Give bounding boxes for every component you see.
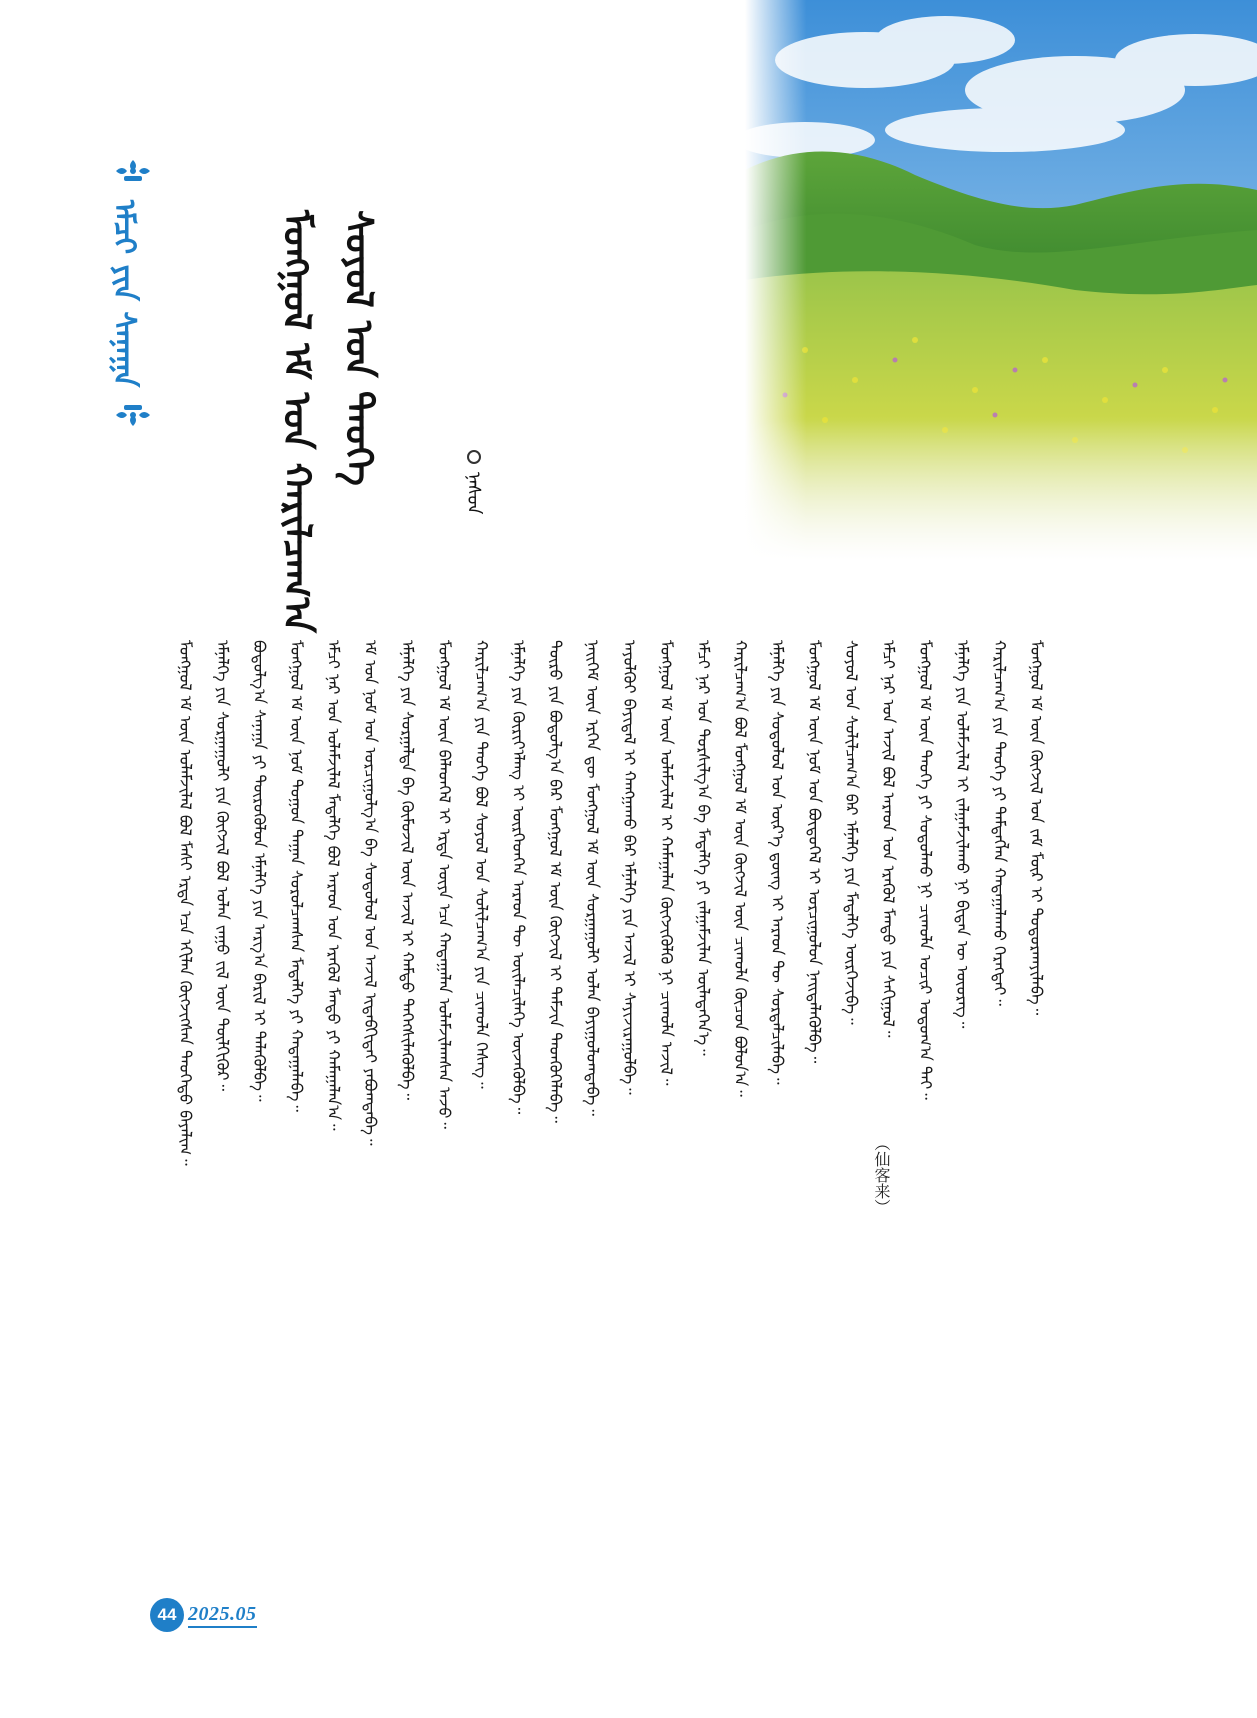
body-column: ᠡᠮᠴᠢ ᠨᠠᠷ ᠤᠨ ᠲᠤᠷᠰᠢᠯᠭ᠎ᠠ ᠪᠠ ᠮᠡᠳᠡᠯᠭᠡ ᠶᠢ ᠵᠠᠯᠭᠠᠮᠵᠢᠯᠠᠨ ᠦᠯᠡᠳᠡᠭᠡᠨ᠎ᠡ᠃ <box>694 640 713 1056</box>
issue-number: 2025.05 <box>188 1602 257 1628</box>
knot-ornament-icon <box>114 402 152 428</box>
body-column: ᠪᠣᠳᠤᠯᠭ᠎ᠠ ᠰᠠᠨᠠᠭᠠ ᠶᠢ ᠲᠦᠷᠦᠭᠦᠯᠦᠨ ᠡᠮᠨᠡᠯᠭᠡ ᠶᠢᠨ ᠠᠷᠭ᠎ᠠ ᠪᠠᠷᠢᠯ ᠢ ᠲᠡᠯᠡᠭᠦᠯᠪᠡ᠃ <box>250 640 269 1102</box>
body-column: ᠲᠥᠷᠦ ᠶᠢᠨ ᠪᠣᠳᠤᠯᠭ᠎ᠠ ᠪᠡᠷ ᠮᠣᠩᠭᠣᠯ ᠡᠮ ᠦᠨ ᠬᠥᠭᠵᠢᠯ ᠢ ᠳᠡᠮᠵᠢᠨ ᠲᠡᠳᠬᠦᠭᠡᠯᠡᠪᠡ᠃ <box>546 640 565 1123</box>
body-column: ᠮᠣᠩᠭᠣᠯ ᠡᠮ ᠦᠨ ᠤᠯᠠᠮᠵᠢᠯᠠᠯ ᠪᠣᠯ ᠮᠠᠰᠢ ᠡᠷᠲᠡ ᠡᠴᠡ ᠡᠬᠢᠯᠡᠨ ᠬᠥᠭᠵᠢᠭᠰᠡᠨ ᠲᠡᠦᠬᠡᠲᠦ ᠪᠠᠶᠠᠯᠢᠭ᠃ <box>176 640 195 1166</box>
body-column: ᠬᠠᠷᠢᠯᠴᠠᠭ᠎ᠠ ᠶᠢᠨ ᠲᠡᠦᠬᠡ ᠶᠢ ᠲᠡᠮᠳᠡᠭᠯᠡᠨ ᠬᠠᠳᠠᠭᠠᠯᠠᠬᠤ ᠬᠡᠷᠡᠭᠲᠡᠶ᠃ <box>990 640 1009 1006</box>
body-column: ᠨᠡᠢᠭᠡᠮ ᠦᠨ ᠡᠷᠭᠡᠨ ᠳᠦ ᠮᠣᠩᠭᠣᠯ ᠡᠮ ᠦᠨ ᠰᠤᠷᠭᠠᠭᠤᠯᠢ ᠣᠯᠠᠨ ᠪᠠᠶᠢᠭᠤᠯᠤᠭᠳᠠᠪᠠ᠃ <box>583 640 602 1116</box>
article-title-line-1: ᠮᠣᠩᠭᠣᠯ ᠡᠮ ᠤᠨ ᠬᠠᠷᠢᠯᠴᠠᠭ᠎ᠠ <box>275 210 320 633</box>
body-column: ᠡᠮ ᠤᠨ ᠨᠣᠮ ᠤᠨ ᠣᠷᠴᠢᠭᠤᠯᠭ᠎ᠠ ᠪᠠ ᠰᠤᠳᠤᠯᠤᠯ ᠤᠨ ᠠᠵᠢᠯ ᠢᠳᠡᠪᠬᠢᠲᠡᠶ ᠶᠠᠪᠤᠭᠳᠠᠪᠠ᠃ <box>361 640 380 1146</box>
body-column: ᠮᠣᠩᠭᠣᠯ ᠡᠮ ᠦᠨ ᠨᠣᠮ ᠤᠨ ᠪᠦᠲᠦᠭᠡᠯ ᠢ ᠣᠷᠴᠢᠭᠤᠯᠤᠨ ᠨᠡᠢᠲᠡᠯᠡᠭᠦᠯᠪᠡ᠃ <box>805 640 824 1064</box>
chinese-term-note: （仙客来） <box>872 1135 891 1215</box>
knot-ornament-icon <box>114 158 152 184</box>
grassland-photo <box>745 0 1257 560</box>
column-title: ᠡᠮᠴᠢ ᠶᠢᠨ ᠰᠠᠨᠠᠭᠠ <box>106 200 142 388</box>
body-column: ᠡᠮᠨᠡᠯᠭᠡ ᠶᠢᠨ ᠰᠤᠷᠭᠠᠯᠲᠠ ᠪᠠ ᠬᠦᠮᠦᠵᠢᠯ ᠦᠨ ᠠᠵᠢᠯ ᠢ ᠬᠠᠮᠲᠤ ᠳᠡᠭᠡᠭᠰᠢᠯᠡᠭᠦᠯᠪᠡ᠃ <box>398 640 417 1100</box>
article-title <box>272 210 392 633</box>
body-column: ᠮᠣᠩᠭᠣᠯ ᠡᠮ ᠦᠨ ᠤᠯᠠᠮᠵᠢᠯᠠᠯ ᠢ ᠬᠠᠮᠠᠭᠠᠯᠠᠨ ᠬᠥᠭᠵᠢᠭᠦᠯᠬᠦ ᠨᠢ ᠴᠢᠬᠤᠯᠠ ᠠᠵᠢᠯ᠃ <box>657 640 676 1086</box>
body-column: ᠡᠮᠨᠡᠯᠭᠡ ᠶᠢᠨ ᠰᠤᠷᠭᠠᠭᠤᠯᠢ ᠶᠢᠨ ᠬᠥᠭᠵᠢᠯ ᠪᠣᠯ ᠣᠯᠠᠨ ᠵᠠᠭᠤ ᠵᠢᠯ ᠦᠨ ᠲᠦᠯᠬᠢᠭᠦᠷ᠃ <box>213 640 232 1092</box>
page-number: 44 <box>150 1598 184 1632</box>
body-column: ᠮᠣᠩᠭᠣᠯ ᠡᠮ ᠦᠨ ᠬᠥᠭᠵᠢᠯ ᠤᠨ ᠵᠠᠮ ᠮᠥᠷ ᠢ ᠲᠣᠳᠣᠷᠬᠠᠶᠢᠯᠠᠪᠠ᠃ <box>1027 640 1046 1016</box>
body-column: ᠡᠮᠴᠢ ᠨᠠᠷ ᠤᠨ ᠠᠵᠢᠯ ᠪᠣᠯ ᠠᠷᠠᠳ ᠤᠨ ᠡᠷᠡᠭᠦᠯ ᠮᠡᠨᠳᠦ ᠶᠢᠨ ᠰᠠᠬᠢᠭᠤᠯ᠃ <box>879 640 898 1038</box>
body-column: ᠬᠠᠷᠢᠯᠴᠠᠭ᠎ᠠ ᠶᠢᠨ ᠲᠡᠦᠬᠡ ᠪᠣᠯ ᠰᠣᠶᠣᠯ ᠤᠨ ᠰᠣᠯᠢᠯᠴᠠᠭ᠎ᠠ ᠶᠢᠨ ᠴᠢᠬᠤᠯᠠ ᠬᠡᠰᠡᠭ᠃ <box>472 640 491 1089</box>
article-body <box>170 640 1090 1620</box>
body-column: ᠡᠮᠨᠡᠯᠭᠡ ᠶᠢᠨ ᠬᠦᠷᠢᠶ᠎ᠡᠯᠡᠩ ᠢ ᠥᠷᠭᠡᠳᠬᠡᠨ ᠠᠷᠠᠳ ᠲᠦ ᠦᠢᠯᠡᠴᠢᠯᠡᠭᠡ ᠦᠵᠡᠭᠦᠯᠪᠡ᠃ <box>509 640 528 1115</box>
author-byline <box>460 450 492 540</box>
body-column: ᠬᠠᠷᠢᠯᠴᠠᠭ᠎ᠠ ᠪᠣᠯ ᠮᠣᠩᠭᠣᠯ ᠡᠮ ᠦᠨ ᠬᠥᠭᠵᠢᠯ ᠦᠨ ᠴᠢᠬᠤᠯᠠ ᠬᠦᠴᠦᠨ ᠪᠣᠯᠤᠨ᠎ᠠ᠃ <box>731 640 750 1097</box>
body-column: ᠡᠮᠨᠡᠯᠭᠡ ᠶᠢᠨ ᠤᠯᠠᠮᠵᠢᠯᠠᠯ ᠢ ᠵᠠᠯᠭᠠᠮᠵᠢᠯᠠᠬᠤ ᠨᠢ ᠪᠢᠳᠡᠨ ᠦ ᠦᠦᠷᠡᠭ᠃ <box>953 640 972 1029</box>
body-column: ᠡᠮᠨᠡᠯᠭᠡ ᠶᠢᠨ ᠰᠤᠳᠤᠯᠤᠯ ᠤᠨ ᠦᠷ᠎ᠡ ᠳ᠋ᠦᠩ ᠢ ᠠᠷᠠᠳ ᠲᠦ ᠰᠤᠷᠲᠠᠯᠴᠢᠯᠠᠪᠠ᠃ <box>768 640 787 1085</box>
body-column <box>1058 640 1088 1620</box>
author-name: ᠨᠠᠰᠤᠨ <box>463 472 484 515</box>
grassland-photo-art <box>745 0 1257 560</box>
body-column: ᠮᠣᠩᠭᠣᠯ ᠡᠮ ᠦᠨ ᠨᠣᠮ ᠲᠣᠭᠣᠨ ᠳᠠᠭᠠᠨ ᠰᠤᠷᠤᠯᠴᠠᠭᠰᠠᠨ ᠮᠡᠳᠡᠯᠭᠡ ᠶᠢ ᠬᠠᠳᠠᠭᠠᠯᠠᠪᠠ᠃ <box>287 640 306 1112</box>
body-column: ᠠᠶᠤᠯᠭᠦᠢ ᠪᠠᠶᠢᠳᠠᠯ ᠢ ᠬᠠᠩᠭᠠᠬᠤ ᠪᠠᠷ ᠡᠮᠨᠡᠯᠭᠡ ᠶᠢᠨ ᠠᠵᠢᠯ ᠢ ᠰᠠᠶᠢᠵᠢᠷᠠᠭᠤᠯᠪᠠ᠃ <box>620 640 639 1095</box>
column-header <box>108 158 158 428</box>
article-title-line-2: ᠰᠣᠶᠣᠯ ᠤᠨ ᠲᠡᠦᠬᠡ <box>337 210 382 486</box>
circle-bullet-icon <box>467 450 481 464</box>
page-footer <box>150 1598 290 1634</box>
body-column: ᠡᠮᠴᠢ ᠨᠠᠷ ᠤᠨ ᠤᠯᠠᠮᠵᠢᠯᠠᠯ ᠮᠡᠳᠡᠯᠭᠡ ᠪᠣᠯ ᠠᠷᠠᠳ ᠤᠨ ᠡᠷᠡᠭᠦᠯ ᠮᠡᠨᠳᠦ ᠶᠢ ᠬᠠᠮᠠᠭᠠᠯᠠᠨ᠎ᠠ᠃ <box>324 640 343 1131</box>
body-column: ᠮᠣᠩᠭᠣᠯ ᠡᠮ ᠦᠨ ᠲᠡᠦᠬᠡ ᠶᠢ ᠰᠤᠳᠤᠯᠬᠤ ᠨᠢ ᠴᠢᠬᠤᠯᠠ ᠤᠴᠢᠷ ᠤᠲᠤᠭ᠎ᠠ ᠲᠠᠢ᠃ <box>916 640 935 1100</box>
body-column: ᠮᠣᠩᠭᠣᠯ ᠡᠮ ᠦᠨ ᠪᠡᠯᠡᠳᠬᠡᠯ ᠢ ᠡᠷᠲᠡ ᠦᠶᠡ ᠡᠴᠡ ᠬᠠᠳᠠᠭᠠᠯᠠᠨ ᠤᠯᠠᠮᠵᠢᠯᠠᠭᠰᠠᠨ ᠠᠵᠤ᠃ <box>435 640 454 1129</box>
body-column: ᠰᠣᠶᠣᠯ ᠤᠨ ᠰᠣᠯᠢᠯᠴᠠᠭ᠎ᠠ ᠪᠠᠷ ᠡᠮᠨᠡᠯᠭᠡ ᠶᠢᠨ ᠮᠡᠳᠡᠯᠭᠡ ᠥᠷᠭᠡᠵᠢᠪᠡ᠃ <box>842 640 861 1025</box>
